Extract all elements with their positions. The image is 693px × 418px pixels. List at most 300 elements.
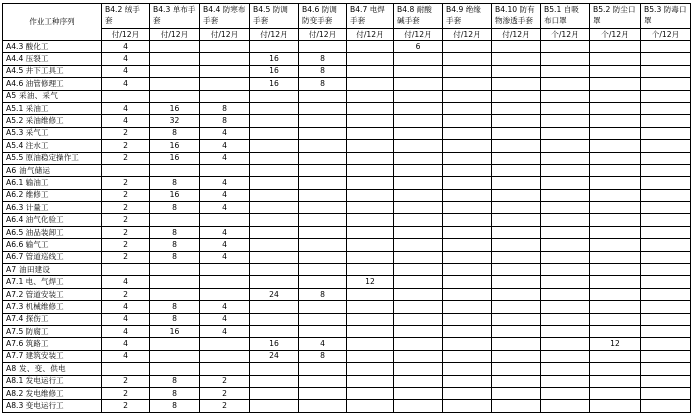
- table-cell: [443, 202, 492, 214]
- table-cell: [347, 41, 394, 53]
- table-header: [3, 4, 691, 41]
- table-cell: 8: [150, 177, 200, 189]
- row-label: A5.4 注水工: [3, 140, 102, 152]
- table-cell: [541, 239, 590, 251]
- column-header: B4.5 防调手套: [250, 4, 299, 29]
- table-cell: 4: [200, 251, 250, 263]
- table-cell: [541, 338, 590, 350]
- table-cell: [641, 53, 691, 65]
- table-cell: [492, 363, 541, 375]
- table-row: [3, 214, 691, 226]
- table-cell: [250, 102, 299, 114]
- table-cell: [299, 90, 347, 102]
- table-cell: [200, 164, 250, 176]
- table-cell: [394, 400, 443, 412]
- table-cell: 16: [150, 140, 200, 152]
- table-cell: [541, 53, 590, 65]
- table-cell: [541, 264, 590, 276]
- table-cell: [443, 115, 492, 127]
- row-label: A5.1 采油工: [3, 102, 102, 114]
- table-cell: [200, 41, 250, 53]
- table-cell: [150, 65, 200, 77]
- table-cell: [299, 264, 347, 276]
- column-unit: 付/12月: [250, 29, 299, 41]
- table-cell: [347, 127, 394, 139]
- table-cell: [299, 127, 347, 139]
- table-cell: [150, 78, 200, 90]
- table-cell: 8: [299, 53, 347, 65]
- table-cell: [443, 189, 492, 201]
- row-label: A8.1 发电运行工: [3, 375, 102, 387]
- table-cell: [394, 189, 443, 201]
- table-cell: [200, 65, 250, 77]
- row-label: A5.3 采气工: [3, 127, 102, 139]
- table-cell: [250, 189, 299, 201]
- table-cell: [394, 226, 443, 238]
- table-cell: [492, 65, 541, 77]
- row-label: A6.3 计量工: [3, 202, 102, 214]
- table-cell: [250, 264, 299, 276]
- table-cell: [394, 127, 443, 139]
- table-cell: [590, 65, 641, 77]
- table-cell: [394, 276, 443, 288]
- table-cell: [590, 189, 641, 201]
- table-cell: [443, 78, 492, 90]
- table-cell: [250, 152, 299, 164]
- table-cell: [641, 127, 691, 139]
- row-label: A4.4 压裂工: [3, 53, 102, 65]
- table-cell: [590, 276, 641, 288]
- table-cell: [394, 338, 443, 350]
- table-cell: [250, 251, 299, 263]
- table-cell: [200, 214, 250, 226]
- table-row: [3, 127, 691, 139]
- table-cell: 4: [200, 152, 250, 164]
- table-row: [3, 78, 691, 90]
- table-cell: [492, 276, 541, 288]
- column-header: B5.1 自吸布口罩: [541, 4, 590, 29]
- table-cell: [299, 115, 347, 127]
- table-cell: [200, 350, 250, 362]
- row-label: A5 采油、采气: [3, 90, 102, 102]
- table-cell: [492, 325, 541, 337]
- table-row: [3, 65, 691, 77]
- table-cell: [641, 152, 691, 164]
- table-cell: [347, 53, 394, 65]
- table-row: [3, 102, 691, 114]
- table-row: [3, 313, 691, 325]
- table-cell: [492, 288, 541, 300]
- table-cell: [347, 90, 394, 102]
- column-group-row: [3, 4, 691, 29]
- table-cell: [347, 313, 394, 325]
- table-cell: [150, 264, 200, 276]
- table-cell: 4: [200, 189, 250, 201]
- table-cell: [347, 264, 394, 276]
- table-cell: [492, 387, 541, 399]
- table-cell: [150, 164, 200, 176]
- table-cell: 4: [200, 140, 250, 152]
- table-cell: [492, 90, 541, 102]
- column-header: B4.7 电焊手套: [347, 4, 394, 29]
- table-cell: [102, 90, 150, 102]
- table-cell: [641, 288, 691, 300]
- table-cell: [394, 152, 443, 164]
- table-cell: [641, 214, 691, 226]
- table-cell: [250, 226, 299, 238]
- table-cell: 4: [299, 338, 347, 350]
- table-cell: [492, 214, 541, 226]
- table-cell: [200, 78, 250, 90]
- table-cell: 2: [102, 214, 150, 226]
- table-cell: [541, 325, 590, 337]
- table-cell: [641, 164, 691, 176]
- table-cell: 12: [590, 338, 641, 350]
- table-cell: [641, 102, 691, 114]
- table-cell: [299, 400, 347, 412]
- table-cell: [492, 313, 541, 325]
- table-cell: [250, 115, 299, 127]
- row-label: A5.5 原油稳定操作工: [3, 152, 102, 164]
- column-unit: 个/12月: [590, 29, 641, 41]
- table-cell: [250, 177, 299, 189]
- table-cell: [102, 264, 150, 276]
- column-header: B5.3 防毒口罩: [641, 4, 691, 29]
- table-cell: [641, 264, 691, 276]
- table-cell: [443, 387, 492, 399]
- table-cell: [590, 350, 641, 362]
- table-cell: [200, 288, 250, 300]
- table-cell: [150, 90, 200, 102]
- table-row: [3, 152, 691, 164]
- row-label: A6.4 油气化验工: [3, 214, 102, 226]
- table-cell: [492, 202, 541, 214]
- table-cell: [443, 164, 492, 176]
- table-cell: [200, 264, 250, 276]
- table-cell: 8: [150, 251, 200, 263]
- table-cell: [590, 164, 641, 176]
- table-cell: [641, 140, 691, 152]
- table-cell: [641, 90, 691, 102]
- table-cell: [443, 325, 492, 337]
- column-unit: 付/12月: [102, 29, 150, 41]
- table-cell: [590, 251, 641, 263]
- table-cell: 2: [200, 387, 250, 399]
- row-label: A6.1 输油工: [3, 177, 102, 189]
- table-cell: [492, 152, 541, 164]
- table-cell: [347, 202, 394, 214]
- table-body: [3, 41, 691, 413]
- table-cell: [299, 152, 347, 164]
- table-cell: [347, 375, 394, 387]
- section-row: [3, 90, 691, 102]
- table-cell: 4: [102, 276, 150, 288]
- table-cell: [590, 177, 641, 189]
- table-cell: [394, 350, 443, 362]
- table-cell: 2: [102, 152, 150, 164]
- table-cell: [250, 140, 299, 152]
- table-cell: [492, 127, 541, 139]
- table-cell: [250, 276, 299, 288]
- table-cell: [541, 177, 590, 189]
- table-cell: [299, 102, 347, 114]
- table-cell: [299, 214, 347, 226]
- table-cell: 8: [150, 127, 200, 139]
- table-cell: [200, 90, 250, 102]
- table-cell: [641, 226, 691, 238]
- table-cell: [492, 375, 541, 387]
- table-cell: [590, 214, 641, 226]
- table-cell: [590, 239, 641, 251]
- table-cell: [347, 301, 394, 313]
- table-cell: [641, 202, 691, 214]
- table-cell: 2: [102, 251, 150, 263]
- table-cell: 16: [250, 53, 299, 65]
- column-header: B4.4 防寒布手套: [200, 4, 250, 29]
- table-cell: 2: [102, 387, 150, 399]
- table-cell: [641, 65, 691, 77]
- row-label: A4.3 酸化工: [3, 41, 102, 53]
- table-cell: [590, 387, 641, 399]
- table-cell: [347, 115, 394, 127]
- table-cell: [250, 202, 299, 214]
- row-label: A7.5 防腐工: [3, 325, 102, 337]
- table-cell: [443, 363, 492, 375]
- table-cell: [641, 387, 691, 399]
- column-header: B5.2 防尘口罩: [590, 4, 641, 29]
- table-cell: [150, 214, 200, 226]
- section-row: [3, 264, 691, 276]
- table-cell: [590, 127, 641, 139]
- table-cell: 8: [150, 239, 200, 251]
- table-cell: [641, 189, 691, 201]
- column-unit: 个/12月: [541, 29, 590, 41]
- table-cell: [541, 78, 590, 90]
- table-cell: 6: [394, 41, 443, 53]
- row-label: A7.3 机械维修工: [3, 301, 102, 313]
- table-row: [3, 288, 691, 300]
- table-cell: [250, 313, 299, 325]
- table-cell: [492, 400, 541, 412]
- table-cell: [590, 363, 641, 375]
- table-row: [3, 301, 691, 313]
- table-cell: [641, 78, 691, 90]
- table-cell: [443, 301, 492, 313]
- table-cell: [150, 288, 200, 300]
- table-cell: [347, 350, 394, 362]
- row-label: A8.2 发电维修工: [3, 387, 102, 399]
- table-cell: [641, 276, 691, 288]
- table-row: [3, 140, 691, 152]
- table-cell: [394, 102, 443, 114]
- table-cell: [394, 375, 443, 387]
- table-cell: [394, 288, 443, 300]
- table-cell: 16: [250, 78, 299, 90]
- table-cell: [443, 152, 492, 164]
- table-cell: [299, 387, 347, 399]
- table-cell: [299, 226, 347, 238]
- column-header: B4.3 单布手套: [150, 4, 200, 29]
- ppe-allocation-table: [2, 3, 691, 413]
- table-cell: [299, 276, 347, 288]
- table-cell: [492, 164, 541, 176]
- section-row: [3, 164, 691, 176]
- table-cell: [394, 164, 443, 176]
- row-label: A6.7 管道巡线工: [3, 251, 102, 263]
- column-unit: 付/12月: [299, 29, 347, 41]
- table-row: [3, 115, 691, 127]
- table-cell: [443, 313, 492, 325]
- table-row: [3, 189, 691, 201]
- table-cell: [299, 301, 347, 313]
- row-label: A7.4 探伤工: [3, 313, 102, 325]
- table-cell: [541, 202, 590, 214]
- table-cell: [102, 363, 150, 375]
- table-cell: [200, 363, 250, 375]
- table-cell: [443, 214, 492, 226]
- table-cell: [394, 301, 443, 313]
- column-header: B4.9 绝缘手套: [443, 4, 492, 29]
- table-cell: [443, 177, 492, 189]
- table-cell: 24: [250, 288, 299, 300]
- table-cell: 8: [299, 65, 347, 77]
- table-cell: [541, 189, 590, 201]
- table-row: [3, 202, 691, 214]
- table-cell: [590, 375, 641, 387]
- table-cell: [347, 288, 394, 300]
- column-unit: 付/12月: [347, 29, 394, 41]
- table-row: [3, 375, 691, 387]
- table-cell: 4: [200, 202, 250, 214]
- table-cell: 16: [150, 152, 200, 164]
- table-cell: [590, 41, 641, 53]
- row-label: A6.6 输气工: [3, 239, 102, 251]
- table-cell: [641, 313, 691, 325]
- column-header: B4.6 防调防变手套: [299, 4, 347, 29]
- table-cell: [299, 140, 347, 152]
- column-unit: 付/12月: [394, 29, 443, 41]
- table-cell: [541, 140, 590, 152]
- table-row: [3, 276, 691, 288]
- table-cell: 16: [250, 338, 299, 350]
- table-cell: [541, 313, 590, 325]
- table-cell: [347, 214, 394, 226]
- row-label: A6.5 油品装卸工: [3, 226, 102, 238]
- table-cell: [541, 226, 590, 238]
- column-unit: 付/12月: [150, 29, 200, 41]
- table-cell: [347, 177, 394, 189]
- table-cell: [443, 338, 492, 350]
- table-cell: 2: [102, 177, 150, 189]
- table-cell: [492, 189, 541, 201]
- table-cell: [299, 189, 347, 201]
- table-cell: [541, 301, 590, 313]
- table-cell: [347, 65, 394, 77]
- table-row: [3, 350, 691, 362]
- table-cell: [347, 78, 394, 90]
- table-cell: [347, 325, 394, 337]
- table-cell: [394, 78, 443, 90]
- table-cell: [347, 400, 394, 412]
- table-cell: 8: [150, 202, 200, 214]
- table-cell: [590, 102, 641, 114]
- table-cell: [492, 301, 541, 313]
- row-label: A7.7 建筑安装工: [3, 350, 102, 362]
- table-cell: [443, 102, 492, 114]
- table-cell: [590, 115, 641, 127]
- table-cell: [394, 214, 443, 226]
- table-cell: 2: [102, 202, 150, 214]
- table-cell: 2: [200, 375, 250, 387]
- table-cell: 4: [102, 115, 150, 127]
- row-label: A7.2 管道安装工: [3, 288, 102, 300]
- table-cell: [641, 239, 691, 251]
- table-cell: 4: [200, 177, 250, 189]
- table-cell: [394, 251, 443, 263]
- table-cell: [250, 164, 299, 176]
- table-cell: [443, 251, 492, 263]
- table-cell: 8: [299, 350, 347, 362]
- table-cell: [590, 288, 641, 300]
- table-cell: 4: [102, 41, 150, 53]
- table-cell: [200, 53, 250, 65]
- table-cell: [590, 264, 641, 276]
- table-cell: 4: [102, 313, 150, 325]
- table-cell: [641, 375, 691, 387]
- table-cell: [641, 251, 691, 263]
- table-cell: 8: [200, 115, 250, 127]
- table-cell: [443, 239, 492, 251]
- table-cell: 12: [347, 276, 394, 288]
- table-row: [3, 41, 691, 53]
- table-cell: [492, 239, 541, 251]
- column-header: B4.10 防有物渗透手套: [492, 4, 541, 29]
- table-cell: [347, 239, 394, 251]
- table-cell: [590, 301, 641, 313]
- table-cell: [299, 177, 347, 189]
- table-cell: 24: [250, 350, 299, 362]
- table-cell: 4: [200, 325, 250, 337]
- table-cell: [541, 350, 590, 362]
- table-cell: [394, 90, 443, 102]
- table-cell: [541, 375, 590, 387]
- table-cell: [492, 338, 541, 350]
- table-cell: [102, 164, 150, 176]
- table-cell: 2: [102, 140, 150, 152]
- table-cell: [299, 239, 347, 251]
- row-label: A6 油气储运: [3, 164, 102, 176]
- table-cell: [394, 387, 443, 399]
- table-cell: [394, 202, 443, 214]
- table-cell: [394, 313, 443, 325]
- table-cell: [299, 375, 347, 387]
- table-cell: 4: [200, 301, 250, 313]
- table-row: [3, 177, 691, 189]
- table-cell: [641, 363, 691, 375]
- table-row: [3, 53, 691, 65]
- table-row: [3, 400, 691, 412]
- table-cell: [641, 301, 691, 313]
- table-row: [3, 338, 691, 350]
- table-cell: 8: [150, 375, 200, 387]
- table-cell: [347, 251, 394, 263]
- row-label: A7.6 筑路工: [3, 338, 102, 350]
- table-cell: 32: [150, 115, 200, 127]
- table-cell: 4: [102, 325, 150, 337]
- section-row: [3, 363, 691, 375]
- table-cell: [347, 226, 394, 238]
- table-cell: [641, 115, 691, 127]
